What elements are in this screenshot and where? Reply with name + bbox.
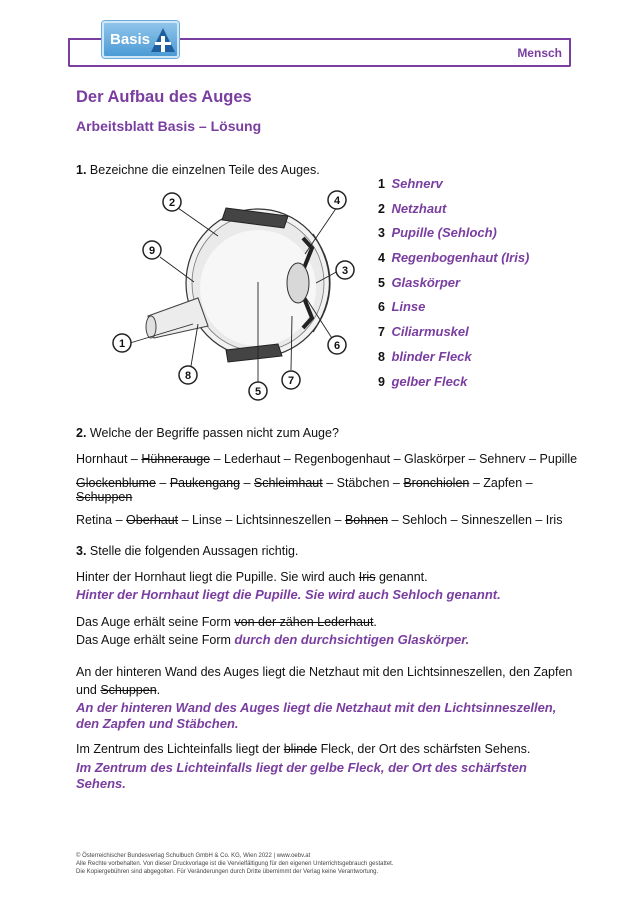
callout-7-label: 7 bbox=[287, 375, 295, 387]
label-row-8: 8 blinder Fleck bbox=[378, 348, 472, 364]
footer bbox=[76, 852, 394, 876]
struck-term: Bronchiolen bbox=[403, 476, 470, 490]
label-row-7: 7 Ciliarmuskel bbox=[378, 324, 469, 340]
eye-label-list bbox=[378, 176, 529, 398]
statement-3b: und Schuppen. bbox=[76, 683, 161, 697]
label-row-1: 1 Sehnerv bbox=[378, 176, 443, 191]
q2-row-3: Retina – Oberhaut – Linse – Lichtsinneszellen – Bohnen – Sehloch – Sinneszellen – Iris bbox=[76, 513, 563, 527]
page-subtitle: Arbeitsblatt Basis – Lösung bbox=[76, 118, 262, 134]
label-row-2: 2 Netzhaut bbox=[378, 200, 447, 216]
footer-line-2: Alle Rechte vorbehalten. Von dieser Druckvorlage ist die Vervielfältigung für den eigenen Unterrichtsgebrauch gestattet. bbox=[76, 861, 394, 867]
label-row-6: 6 Linse bbox=[378, 299, 426, 315]
footer-line-3: Die Kopiergebühren sind abgegolten. Für Veränderungen durch Dritte übernimmt der Verlag keine Verantwortung. bbox=[76, 869, 379, 875]
triangle-logo-icon bbox=[150, 26, 176, 54]
q2-row-2: Glockenblume – Paukengang – Schleimhaut – Stäbchen – Bronchiolen – Zapfen – bbox=[76, 476, 533, 490]
category-label: Mensch bbox=[517, 46, 562, 60]
question-3-number: 3. bbox=[76, 544, 87, 558]
statement-1: Hinter der Hornhaut liegt die Pupille. Sie wird auch Iris genannt. bbox=[76, 570, 428, 584]
footer-line-1: © Österreichischer Bundesverlag Schulbuch GmbH & Co. KG, Wien 2022 | www.oebv.at bbox=[76, 853, 311, 859]
struck-term: Glockenblume bbox=[76, 476, 156, 490]
callout-4-label: 4 bbox=[333, 195, 341, 207]
callout-9-label: 9 bbox=[148, 245, 156, 257]
statement-2: Das Auge erhält seine Form von der zähen Lederhaut. bbox=[76, 615, 377, 629]
question-1-number: 1. bbox=[76, 163, 87, 177]
callout-3-label: 3 bbox=[341, 265, 349, 277]
callout-1-label: 1 bbox=[118, 338, 126, 350]
question-1-text: Bezeichne die einzelnen Teile des Auges. bbox=[89, 163, 320, 177]
question-2-text: Welche der Begriffe passen nicht zum Auge? bbox=[89, 426, 339, 440]
callout-5-label: 5 bbox=[254, 386, 262, 398]
question-3-text: Stelle die folgenden Aussagen richtig. bbox=[89, 544, 299, 558]
label-row-9: 9 gelber Fleck bbox=[378, 373, 468, 389]
eye-diagram bbox=[108, 186, 368, 406]
question-1 bbox=[76, 163, 320, 177]
label-row-5: 5 Glaskörper bbox=[378, 274, 461, 290]
answer-3: An der hinteren Wand des Auges liegt die Netzhaut mit den Lichtsinneszellen, den Zapfen und Stäbchen. bbox=[76, 700, 557, 731]
label-row-4: 4 Regenbogenhaut (Iris) bbox=[378, 250, 530, 266]
page-title: Der Aufbau des Auges bbox=[76, 88, 252, 106]
answer-1: Hinter der Hornhaut liegt die Pupille. Sie wird auch Sehloch genannt. bbox=[76, 587, 501, 602]
struck-term: Oberhaut bbox=[126, 513, 179, 527]
struck-term: Schuppen bbox=[76, 490, 133, 504]
struck-term: Hühnerauge bbox=[141, 452, 211, 466]
statement-3a: An der hinteren Wand des Auges liegt die Netzhaut mit den Lichtsinneszellen, den Zapfen bbox=[76, 665, 573, 679]
label-row-3: 3 Pupille (Sehloch) bbox=[378, 225, 497, 241]
q2-row-2b bbox=[76, 490, 132, 504]
statement-4: Im Zentrum des Lichteinfalls liegt der blinde Fleck, der Ort des schärfsten Sehens. bbox=[76, 742, 531, 756]
struck-term: Bohnen bbox=[344, 513, 389, 527]
logo-text: Basis bbox=[110, 31, 151, 48]
question-3 bbox=[76, 544, 298, 558]
struck-term: Schleimhaut bbox=[253, 476, 323, 490]
answer-4: Im Zentrum des Lichteinfalls liegt der gelbe Fleck, der Ort des schärfsten Sehens. bbox=[76, 760, 527, 791]
callout-8-label: 8 bbox=[184, 370, 192, 382]
lens bbox=[287, 263, 309, 303]
question-2 bbox=[76, 426, 339, 440]
basis-logo bbox=[102, 21, 179, 58]
answer-2-line: Das Auge erhält seine Form durch den durchsichtigen Glaskörper. bbox=[76, 632, 470, 647]
question-2-number: 2. bbox=[76, 426, 87, 440]
callout-2-label: 2 bbox=[168, 197, 176, 209]
q2-row-1: Hornhaut – Hühnerauge – Lederhaut – Regenbogenhaut – Glaskörper – Sehnerv – Pupille bbox=[76, 452, 578, 466]
answer-2: durch den durchsichtigen Glaskörper. bbox=[234, 632, 470, 647]
struck-term: Paukengang bbox=[169, 476, 241, 490]
optic-nerve bbox=[148, 298, 208, 338]
callout-6-label: 6 bbox=[333, 340, 341, 352]
